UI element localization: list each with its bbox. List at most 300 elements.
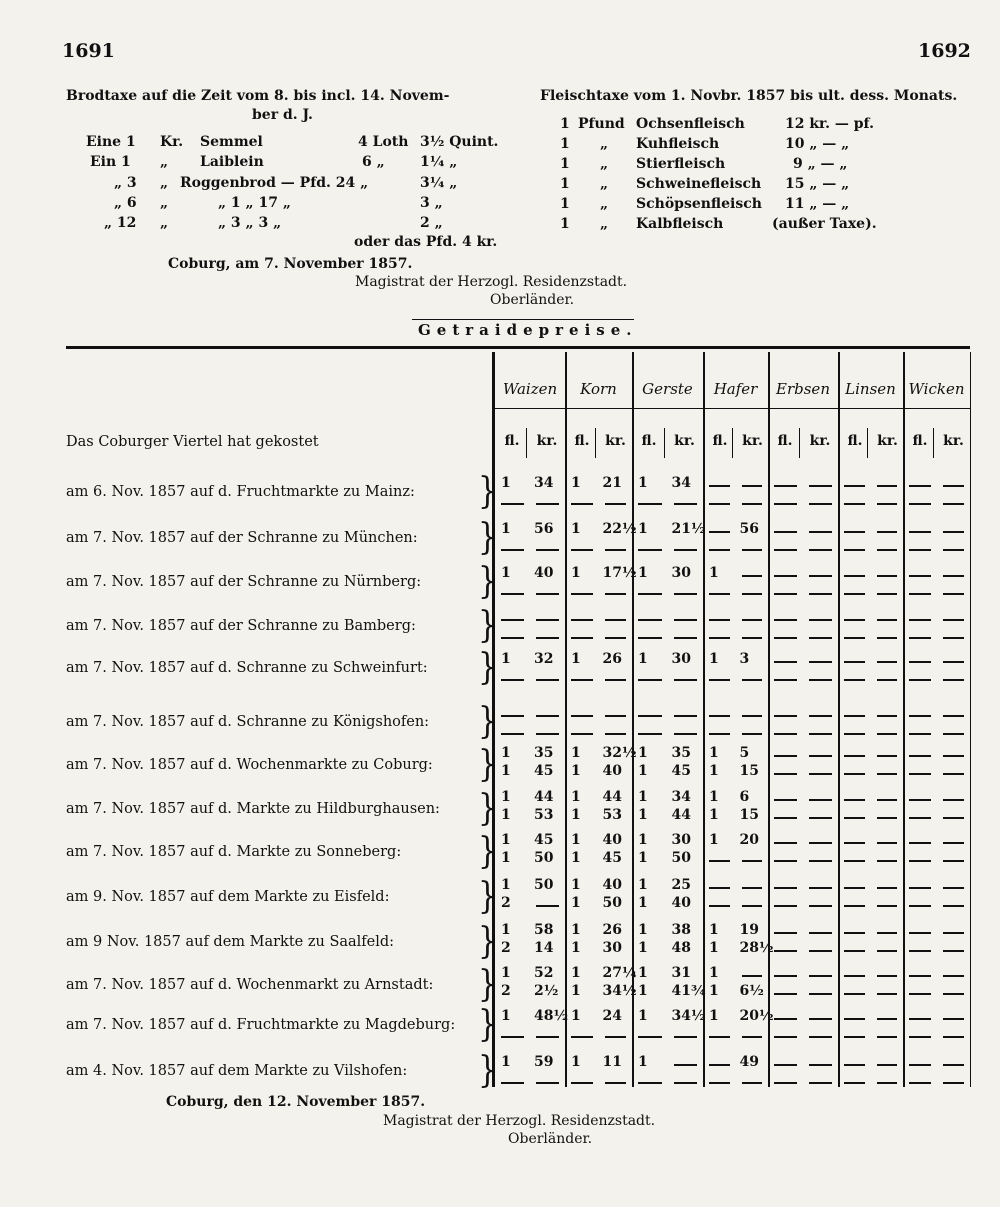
empty-dash bbox=[742, 975, 763, 977]
price-kr: 41¾ bbox=[671, 983, 706, 999]
empty-dash bbox=[943, 531, 965, 533]
price-kr: 32½ bbox=[602, 745, 637, 761]
empty-dash bbox=[943, 733, 965, 735]
meat-row-price: 10 „ — „ bbox=[785, 136, 850, 152]
empty-dash bbox=[774, 593, 797, 595]
bread-or-line: oder das Pfd. 4 kr. bbox=[354, 234, 498, 250]
empty-dash bbox=[709, 733, 730, 735]
price-kr: 44 bbox=[602, 789, 622, 805]
empty-dash bbox=[844, 503, 865, 505]
empty-dash bbox=[877, 932, 898, 934]
empty-dash bbox=[501, 549, 524, 551]
empty-dash bbox=[844, 1064, 865, 1066]
empty-dash bbox=[877, 773, 898, 775]
empty-dash bbox=[809, 950, 832, 952]
empty-dash bbox=[774, 842, 797, 844]
price-fl: 1 bbox=[709, 832, 719, 848]
empty-dash bbox=[536, 715, 559, 717]
price-fl: 1 bbox=[709, 745, 719, 761]
price-fl: 1 bbox=[501, 651, 511, 667]
empty-dash bbox=[774, 485, 797, 487]
empty-dash bbox=[605, 733, 627, 735]
meat-row-price: 12 kr. — pf. bbox=[785, 116, 874, 132]
price-kr: 40 bbox=[602, 877, 622, 893]
bread-row-qty: „ 3 bbox=[114, 175, 137, 191]
price-fl: 1 bbox=[709, 763, 719, 779]
empty-dash bbox=[909, 679, 931, 681]
empty-dash bbox=[638, 549, 662, 551]
price-fl: 1 bbox=[501, 807, 511, 823]
empty-dash bbox=[605, 619, 627, 621]
empty-dash bbox=[774, 817, 797, 819]
empty-dash bbox=[943, 950, 965, 952]
empty-dash bbox=[909, 531, 931, 533]
empty-dash bbox=[809, 679, 832, 681]
row-brace: } bbox=[478, 560, 498, 603]
empty-dash bbox=[943, 485, 965, 487]
empty-dash bbox=[943, 755, 965, 757]
price-kr: 15 bbox=[739, 763, 759, 779]
empty-dash bbox=[943, 679, 965, 681]
empty-dash bbox=[877, 1082, 898, 1084]
unit-kr: kr. bbox=[742, 433, 763, 449]
bread-row-weight: 6 „ bbox=[362, 154, 385, 170]
price-kr: 28½ bbox=[739, 940, 774, 956]
empty-dash bbox=[844, 593, 865, 595]
fl-kr-divider bbox=[664, 428, 665, 458]
empty-dash bbox=[709, 679, 730, 681]
empty-dash bbox=[809, 733, 832, 735]
grain-magistrate: Magistrat der Herzogl. Residenzstadt. bbox=[383, 1113, 656, 1129]
column-header-waizen: Waizen bbox=[502, 380, 558, 398]
empty-dash bbox=[674, 593, 698, 595]
price-fl: 1 bbox=[638, 521, 648, 537]
empty-dash bbox=[774, 905, 797, 907]
empty-dash bbox=[536, 905, 559, 907]
empty-dash bbox=[877, 799, 898, 801]
meat-row-unit: „ bbox=[600, 136, 609, 152]
empty-dash bbox=[571, 733, 593, 735]
price-kr: 45 bbox=[671, 763, 691, 779]
row-label: am 7. Nov. 1857 auf der Schranne zu Bamberg: bbox=[66, 618, 416, 634]
empty-dash bbox=[844, 661, 865, 663]
price-kr: 35 bbox=[671, 745, 691, 761]
bread-magistrate: Magistrat der Herzogl. Residenzstadt. bbox=[355, 274, 628, 290]
empty-dash bbox=[709, 593, 730, 595]
price-kr: 45 bbox=[602, 850, 622, 866]
empty-dash bbox=[809, 1036, 832, 1038]
empty-dash bbox=[877, 1018, 898, 1020]
price-kr: 32 bbox=[534, 651, 554, 667]
empty-dash bbox=[774, 755, 797, 757]
empty-dash bbox=[909, 755, 931, 757]
row-label: am 7. Nov. 1857 auf d. Schranne zu Schweinfurt: bbox=[66, 660, 428, 676]
empty-dash bbox=[742, 715, 763, 717]
price-fl: 1 bbox=[501, 877, 511, 893]
bread-row-unit: „ bbox=[160, 154, 169, 170]
price-kr: 40 bbox=[602, 763, 622, 779]
price-kr: 38 bbox=[671, 922, 691, 938]
unit-fl: fl. bbox=[912, 433, 928, 449]
empty-dash bbox=[943, 619, 965, 621]
row-brace: } bbox=[478, 516, 498, 559]
empty-dash bbox=[571, 679, 593, 681]
empty-dash bbox=[844, 860, 865, 862]
column-divider bbox=[565, 352, 567, 1087]
empty-dash bbox=[877, 755, 898, 757]
row-label: am 7. Nov. 1857 auf d. Wochenmarkte zu Coburg: bbox=[66, 757, 433, 773]
empty-dash bbox=[877, 817, 898, 819]
empty-dash bbox=[638, 619, 662, 621]
price-kr: 26 bbox=[602, 651, 622, 667]
empty-dash bbox=[844, 887, 865, 889]
empty-dash bbox=[844, 755, 865, 757]
meat-row-unit: Pfund bbox=[578, 116, 625, 132]
row-brace: } bbox=[478, 1003, 498, 1046]
empty-dash bbox=[877, 715, 898, 717]
empty-dash bbox=[501, 679, 524, 681]
column-header-hafer: Hafer bbox=[713, 380, 758, 398]
price-fl: 1 bbox=[501, 965, 511, 981]
empty-dash bbox=[844, 1018, 865, 1020]
empty-dash bbox=[774, 1036, 797, 1038]
empty-dash bbox=[877, 860, 898, 862]
price-kr: 40 bbox=[602, 832, 622, 848]
unit-kr: kr. bbox=[536, 433, 558, 449]
price-kr: 17½ bbox=[602, 565, 637, 581]
empty-dash bbox=[844, 799, 865, 801]
empty-dash bbox=[844, 975, 865, 977]
bread-row-unit: „ bbox=[160, 195, 169, 211]
row-label: am 7. Nov. 1857 auf d. Fruchtmarkte zu Magdeburg: bbox=[66, 1017, 456, 1033]
price-kr: 58 bbox=[534, 922, 554, 938]
column-header-linsen: Linsen bbox=[845, 380, 896, 398]
price-fl: 1 bbox=[501, 922, 511, 938]
empty-dash bbox=[571, 1082, 593, 1084]
price-fl: 1 bbox=[709, 789, 719, 805]
bread-row-quint: 3½ Quint. bbox=[420, 134, 499, 150]
empty-dash bbox=[844, 950, 865, 952]
empty-dash bbox=[536, 549, 559, 551]
row-brace: } bbox=[478, 470, 498, 513]
empty-dash bbox=[943, 1036, 965, 1038]
empty-dash bbox=[501, 1036, 524, 1038]
empty-dash bbox=[742, 733, 763, 735]
price-fl: 1 bbox=[571, 1008, 581, 1024]
empty-dash bbox=[742, 575, 763, 577]
empty-dash bbox=[943, 1018, 965, 1020]
empty-dash bbox=[943, 575, 965, 577]
price-fl: 1 bbox=[571, 521, 581, 537]
price-kr: 53 bbox=[534, 807, 554, 823]
price-fl: 1 bbox=[571, 763, 581, 779]
grain-date-line: Coburg, den 12. November 1857. bbox=[166, 1094, 426, 1110]
empty-dash bbox=[774, 661, 797, 663]
empty-dash bbox=[943, 661, 965, 663]
price-kr: 31 bbox=[671, 965, 691, 981]
row-label: am 7. Nov. 1857 auf d. Markte zu Sonneberg: bbox=[66, 844, 402, 860]
empty-dash bbox=[536, 733, 559, 735]
empty-dash bbox=[943, 905, 965, 907]
empty-dash bbox=[605, 679, 627, 681]
bread-row-quint: 1¼ „ bbox=[420, 154, 458, 170]
empty-dash bbox=[809, 1082, 832, 1084]
price-fl: 1 bbox=[571, 832, 581, 848]
meat-row-unit: „ bbox=[600, 196, 609, 212]
price-fl: 1 bbox=[638, 965, 648, 981]
price-kr: 49 bbox=[739, 1054, 759, 1070]
row-brace: } bbox=[478, 646, 498, 689]
empty-dash bbox=[709, 1064, 730, 1066]
empty-dash bbox=[844, 817, 865, 819]
empty-dash bbox=[943, 1082, 965, 1084]
price-kr: 15 bbox=[739, 807, 759, 823]
empty-dash bbox=[571, 549, 593, 551]
column-divider bbox=[703, 352, 705, 1087]
empty-dash bbox=[674, 715, 698, 717]
empty-dash bbox=[909, 905, 931, 907]
empty-dash bbox=[709, 637, 730, 639]
empty-dash bbox=[844, 932, 865, 934]
price-fl: 1 bbox=[571, 1054, 581, 1070]
empty-dash bbox=[844, 1082, 865, 1084]
row-label: am 7. Nov. 1857 auf d. Wochenmarkt zu Arnstadt: bbox=[66, 977, 434, 993]
empty-dash bbox=[501, 733, 524, 735]
bread-row-item: Semmel bbox=[200, 134, 263, 150]
empty-dash bbox=[501, 1082, 524, 1084]
empty-dash bbox=[909, 799, 931, 801]
price-fl: 1 bbox=[638, 565, 648, 581]
empty-dash bbox=[844, 905, 865, 907]
empty-dash bbox=[877, 733, 898, 735]
price-kr: 11 bbox=[602, 1054, 622, 1070]
unit-kr: kr. bbox=[943, 433, 964, 449]
empty-dash bbox=[909, 932, 931, 934]
price-kr: 3 bbox=[739, 651, 750, 667]
empty-dash bbox=[809, 1064, 832, 1066]
empty-dash bbox=[844, 733, 865, 735]
price-kr: 20 bbox=[739, 832, 759, 848]
price-kr: 34 bbox=[671, 789, 691, 805]
empty-dash bbox=[742, 860, 763, 862]
price-fl: 1 bbox=[571, 807, 581, 823]
price-kr: 50 bbox=[534, 877, 554, 893]
empty-dash bbox=[742, 619, 763, 621]
empty-dash bbox=[877, 905, 898, 907]
empty-dash bbox=[844, 619, 865, 621]
price-kr: 48 bbox=[671, 940, 691, 956]
empty-dash bbox=[909, 715, 931, 717]
empty-dash bbox=[909, 575, 931, 577]
empty-dash bbox=[774, 531, 797, 533]
bread-row-weight: 4 Loth bbox=[358, 134, 409, 150]
empty-dash bbox=[536, 637, 559, 639]
empty-dash bbox=[877, 661, 898, 663]
meat-row-qty: 1 bbox=[560, 216, 570, 232]
empty-dash bbox=[605, 1036, 627, 1038]
empty-dash bbox=[943, 817, 965, 819]
empty-dash bbox=[877, 619, 898, 621]
empty-dash bbox=[638, 503, 662, 505]
row-brace: } bbox=[478, 743, 498, 786]
price-kr: 5 bbox=[739, 745, 750, 761]
unit-kr: kr. bbox=[809, 433, 831, 449]
price-kr: 34½ bbox=[671, 1008, 706, 1024]
empty-dash bbox=[909, 637, 931, 639]
price-fl: 1 bbox=[709, 807, 719, 823]
grain-title: Getraidepreise. bbox=[418, 321, 638, 339]
empty-dash bbox=[536, 1082, 559, 1084]
empty-dash bbox=[844, 679, 865, 681]
empty-dash bbox=[536, 503, 559, 505]
empty-dash bbox=[809, 842, 832, 844]
empty-dash bbox=[809, 531, 832, 533]
empty-dash bbox=[605, 593, 627, 595]
empty-dash bbox=[709, 860, 730, 862]
unit-fl: fl. bbox=[504, 433, 520, 449]
empty-dash bbox=[774, 932, 797, 934]
empty-dash bbox=[877, 593, 898, 595]
empty-dash bbox=[809, 817, 832, 819]
column-header-korn: Korn bbox=[580, 380, 617, 398]
price-fl: 1 bbox=[709, 651, 719, 667]
empty-dash bbox=[774, 1018, 797, 1020]
price-kr: 34 bbox=[534, 475, 554, 491]
empty-dash bbox=[809, 503, 832, 505]
row-label: am 7. Nov. 1857 auf d. Markte zu Hildburghausen: bbox=[66, 801, 440, 817]
price-fl: 1 bbox=[638, 651, 648, 667]
price-fl: 1 bbox=[501, 1008, 511, 1024]
empty-dash bbox=[909, 860, 931, 862]
bread-row-unit: „ bbox=[160, 175, 169, 191]
row-brace: } bbox=[478, 963, 498, 1006]
unit-fl: fl. bbox=[777, 433, 793, 449]
empty-dash bbox=[943, 993, 965, 995]
empty-dash bbox=[809, 549, 832, 551]
price-fl: 1 bbox=[501, 763, 511, 779]
meat-row-unit: „ bbox=[600, 176, 609, 192]
bread-row-qty: Eine 1 bbox=[86, 134, 136, 150]
empty-dash bbox=[674, 549, 698, 551]
unit-fl: fl. bbox=[847, 433, 863, 449]
empty-dash bbox=[943, 975, 965, 977]
empty-dash bbox=[638, 715, 662, 717]
empty-dash bbox=[709, 715, 730, 717]
empty-dash bbox=[742, 637, 763, 639]
price-fl: 2 bbox=[501, 895, 511, 911]
bread-row-qty: „ 12 bbox=[104, 215, 137, 231]
price-fl: 1 bbox=[709, 565, 719, 581]
price-fl: 1 bbox=[501, 789, 511, 805]
price-fl: 1 bbox=[638, 877, 648, 893]
meat-row-qty: 1 bbox=[560, 116, 570, 132]
empty-dash bbox=[571, 593, 593, 595]
empty-dash bbox=[909, 817, 931, 819]
column-divider bbox=[903, 352, 905, 1087]
empty-dash bbox=[809, 715, 832, 717]
empty-dash bbox=[674, 637, 698, 639]
bread-row-unit: „ bbox=[160, 215, 169, 231]
empty-dash bbox=[605, 549, 627, 551]
page-number-right: 1692 bbox=[918, 40, 971, 62]
empty-dash bbox=[638, 637, 662, 639]
row-brace: } bbox=[478, 920, 498, 963]
empty-dash bbox=[774, 1082, 797, 1084]
empty-dash bbox=[709, 905, 730, 907]
meat-row-item: Kuhfleisch bbox=[636, 136, 720, 152]
row-brace: } bbox=[478, 1049, 498, 1092]
price-fl: 1 bbox=[501, 745, 511, 761]
price-kr: 48½ bbox=[534, 1008, 569, 1024]
price-kr: 21½ bbox=[671, 521, 706, 537]
empty-dash bbox=[742, 679, 763, 681]
empty-dash bbox=[709, 531, 730, 533]
empty-dash bbox=[809, 637, 832, 639]
price-fl: 1 bbox=[638, 789, 648, 805]
empty-dash bbox=[877, 549, 898, 551]
price-kr: 30 bbox=[671, 832, 691, 848]
price-fl: 1 bbox=[638, 983, 648, 999]
price-fl: 1 bbox=[638, 922, 648, 938]
row-label: am 7. Nov. 1857 auf d. Schranne zu Königshofen: bbox=[66, 714, 430, 730]
price-kr: 44 bbox=[671, 807, 691, 823]
empty-dash bbox=[909, 993, 931, 995]
meat-row-item: Schweinefleisch bbox=[636, 176, 762, 192]
empty-dash bbox=[571, 1036, 593, 1038]
empty-dash bbox=[909, 661, 931, 663]
empty-dash bbox=[774, 733, 797, 735]
empty-dash bbox=[774, 619, 797, 621]
empty-dash bbox=[877, 1036, 898, 1038]
empty-dash bbox=[877, 485, 898, 487]
empty-dash bbox=[943, 503, 965, 505]
price-fl: 1 bbox=[638, 850, 648, 866]
price-kr: 34 bbox=[671, 475, 691, 491]
empty-dash bbox=[809, 932, 832, 934]
price-kr: 34½ bbox=[602, 983, 637, 999]
empty-dash bbox=[909, 1082, 931, 1084]
price-fl: 1 bbox=[709, 940, 719, 956]
price-fl: 1 bbox=[709, 965, 719, 981]
empty-dash bbox=[571, 503, 593, 505]
empty-dash bbox=[909, 1018, 931, 1020]
bread-row-quint: 3¼ „ bbox=[420, 175, 458, 191]
bread-row-item: „ 3 „ 3 „ bbox=[218, 215, 282, 231]
empty-dash bbox=[909, 1064, 931, 1066]
bread-row-unit: Kr. bbox=[160, 134, 184, 150]
empty-dash bbox=[674, 733, 698, 735]
empty-dash bbox=[638, 679, 662, 681]
empty-dash bbox=[809, 773, 832, 775]
price-kr: 52 bbox=[534, 965, 554, 981]
empty-dash bbox=[809, 860, 832, 862]
price-kr: 45 bbox=[534, 763, 554, 779]
row-brace: } bbox=[478, 787, 498, 830]
empty-dash bbox=[774, 1064, 797, 1066]
grain-title-rule bbox=[412, 319, 634, 320]
empty-dash bbox=[774, 860, 797, 862]
row-label: am 7. Nov. 1857 auf der Schranne zu Nürnberg: bbox=[66, 574, 422, 590]
price-fl: 1 bbox=[571, 789, 581, 805]
empty-dash bbox=[536, 619, 559, 621]
bread-row-item: Roggenbrod — Pfd. 24 „ bbox=[180, 175, 369, 191]
price-kr: 2½ bbox=[534, 983, 559, 999]
price-fl: 1 bbox=[571, 651, 581, 667]
price-fl: 1 bbox=[501, 850, 511, 866]
price-kr: 24 bbox=[602, 1008, 622, 1024]
empty-dash bbox=[943, 932, 965, 934]
empty-dash bbox=[877, 993, 898, 995]
